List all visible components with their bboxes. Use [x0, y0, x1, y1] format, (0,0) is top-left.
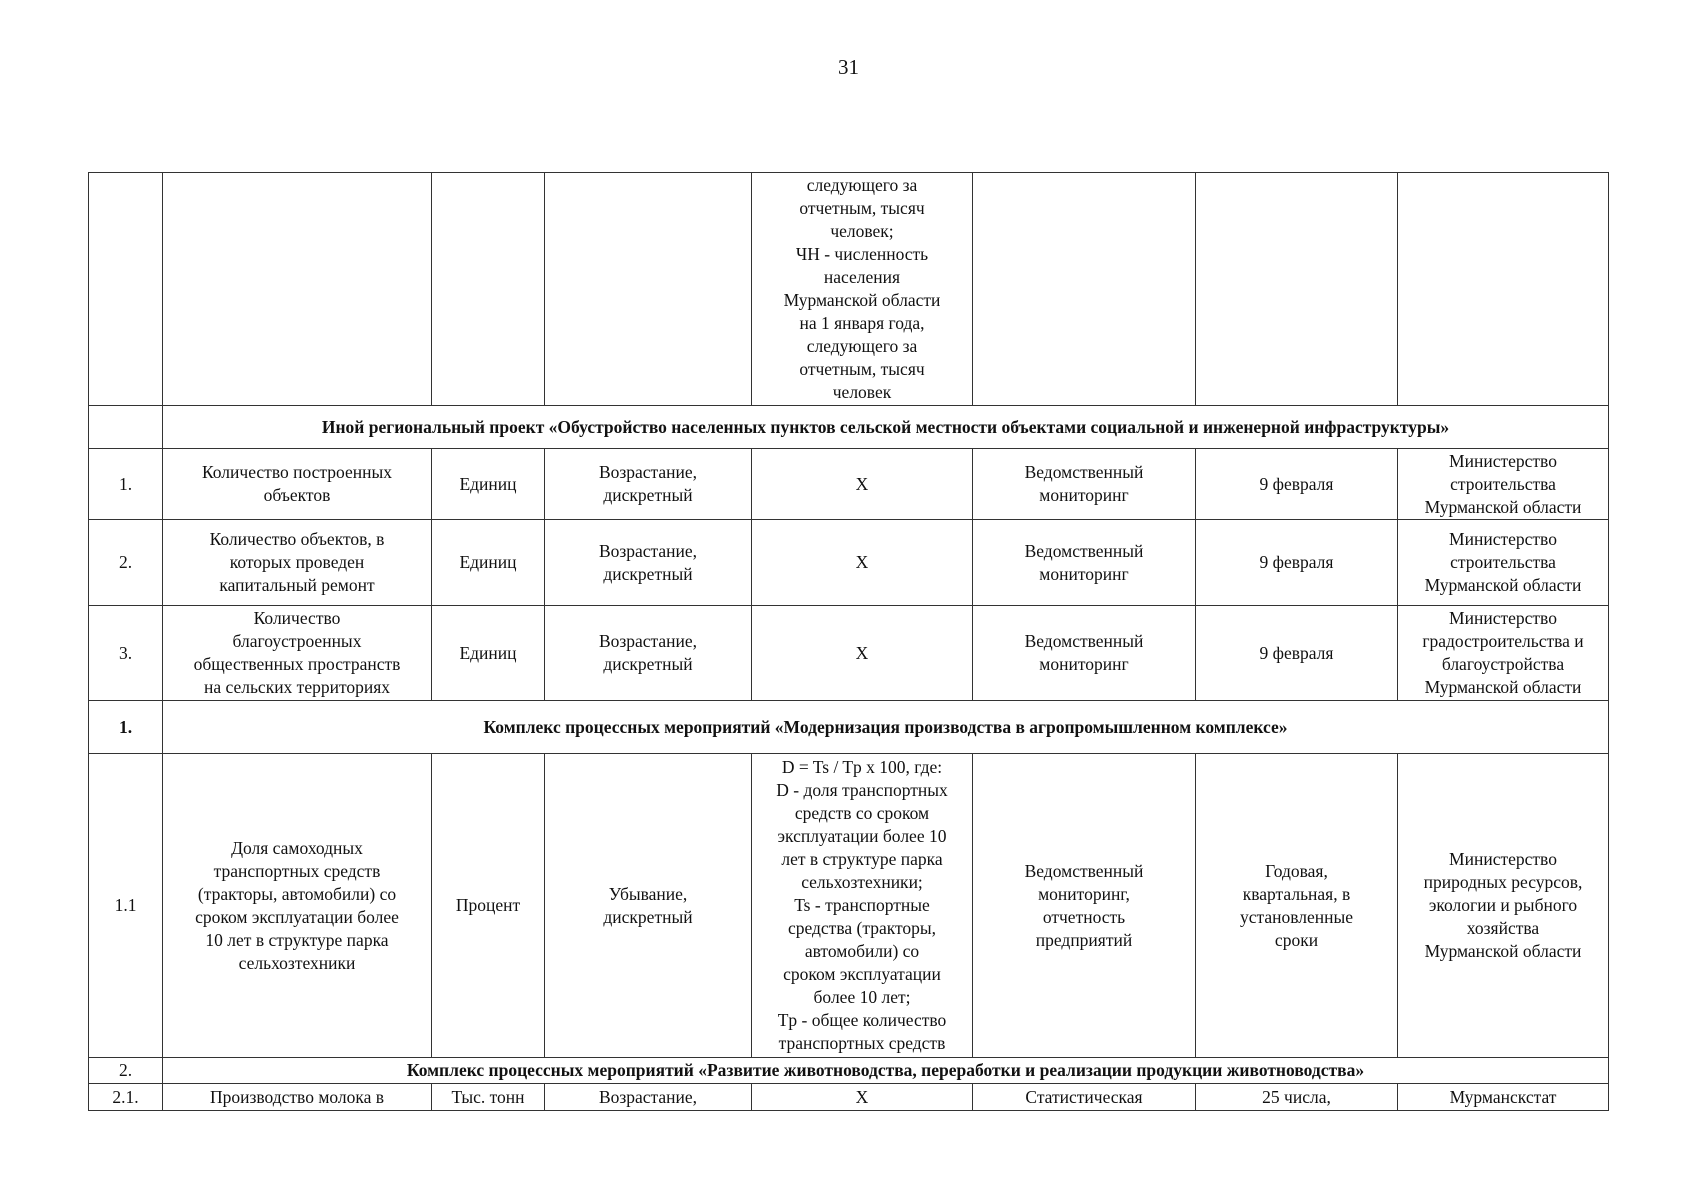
table-row: [89, 520, 1609, 606]
cell-responsible: [1398, 173, 1609, 406]
cell-name: Доля самоходных транспортных средств (тракторы, автомобили) со сроком эксплуатации более 10 лет в структуре парка сельхозтехники: [163, 754, 432, 1058]
cell-deadline: 9 февраля: [1196, 606, 1398, 701]
cell-unit: Тыс. тонн: [432, 1084, 545, 1111]
cell-num: 2.: [89, 520, 163, 606]
continuation-row: [89, 173, 1609, 406]
cell-deadline: [1196, 173, 1398, 406]
cell-formula: Х: [752, 1084, 973, 1111]
cell-formula: следующего за отчетным, тысяч человек; ЧН - численность населения Мурманской области на 1 января года, следующего за отчетным, тысяч человек: [752, 173, 973, 406]
section-num-cell: [89, 406, 163, 449]
cell-trend: [545, 173, 752, 406]
cell-unit: Единиц: [432, 606, 545, 701]
section-title: Иной региональный проект «Обустройство населенных пунктов сельской местности объектами социальной и инженерной инфраструктуры»: [163, 406, 1609, 449]
indicators-table: [88, 172, 1609, 1111]
cell-source: [973, 173, 1196, 406]
cell-deadline: 9 февраля: [1196, 449, 1398, 520]
section-num-cell: 1.: [89, 701, 163, 754]
cell-unit: Процент: [432, 754, 545, 1058]
section-header-row: [89, 701, 1609, 754]
cell-responsible: Министерство строительства Мурманской области: [1398, 449, 1609, 520]
cell-unit: Единиц: [432, 520, 545, 606]
cell-name: Количество благоустроенных общественных пространств на сельских территориях: [163, 606, 432, 701]
table-row: [89, 1084, 1609, 1111]
cell-source: Ведомственный мониторинг: [973, 520, 1196, 606]
cell-responsible: Министерство строительства Мурманской области: [1398, 520, 1609, 606]
cell-responsible: Министерство природных ресурсов, экологии и рыбного хозяйства Мурманской области: [1398, 754, 1609, 1058]
cell-deadline: Годовая, квартальная, в установленные сроки: [1196, 754, 1398, 1058]
section-header-row: [89, 1058, 1609, 1084]
cell-name: Количество объектов, в которых проведен капитальный ремонт: [163, 520, 432, 606]
cell-num: 3.: [89, 606, 163, 701]
cell-source: Ведомственный мониторинг: [973, 449, 1196, 520]
cell-source: Ведомственный мониторинг: [973, 606, 1196, 701]
section-num-cell: 2.: [89, 1058, 163, 1084]
cell-num: 1.1: [89, 754, 163, 1058]
section-title: Комплекс процессных мероприятий «Развитие животноводства, переработки и реализации продукции животноводства»: [163, 1058, 1609, 1084]
cell-trend: Возрастание, дискретный: [545, 449, 752, 520]
cell-name: [163, 173, 432, 406]
cell-trend: Возрастание,: [545, 1084, 752, 1111]
page-number: 31: [838, 55, 859, 79]
cell-trend: Убывание, дискретный: [545, 754, 752, 1058]
cell-trend: Возрастание, дискретный: [545, 520, 752, 606]
cell-num: 2.1.: [89, 1084, 163, 1111]
cell-num: [89, 173, 163, 406]
cell-source: Статистическая: [973, 1084, 1196, 1111]
cell-unit: Единиц: [432, 449, 545, 520]
table-row: [89, 754, 1609, 1058]
cell-formula: D = Ts / Tp x 100, где: D - доля транспортных средств со сроком эксплуатации более 10 лет в структуре парка сельхозтехники; Ts - транспортные средства (тракторы, автомобили) со сроком эксплуатации более 10 лет; Tp - общее количество транспортных средств: [752, 754, 973, 1058]
cell-deadline: 9 февраля: [1196, 520, 1398, 606]
section-title: Комплекс процессных мероприятий «Модернизация производства в агропромышленном комплексе»: [163, 701, 1609, 754]
cell-responsible: Мурманскстат: [1398, 1084, 1609, 1111]
cell-trend: Возрастание, дискретный: [545, 606, 752, 701]
cell-unit: [432, 173, 545, 406]
table-row: [89, 606, 1609, 701]
cell-num: 1.: [89, 449, 163, 520]
cell-name: Количество построенных объектов: [163, 449, 432, 520]
cell-formula: Х: [752, 520, 973, 606]
cell-formula: Х: [752, 606, 973, 701]
cell-name: Производство молока в: [163, 1084, 432, 1111]
table-row: [89, 449, 1609, 520]
cell-responsible: Министерство градостроительства и благоустройства Мурманской области: [1398, 606, 1609, 701]
cell-source: Ведомственный мониторинг, отчетность предприятий: [973, 754, 1196, 1058]
cell-formula: Х: [752, 449, 973, 520]
cell-deadline: 25 числа,: [1196, 1084, 1398, 1111]
section-header-row: [89, 406, 1609, 449]
